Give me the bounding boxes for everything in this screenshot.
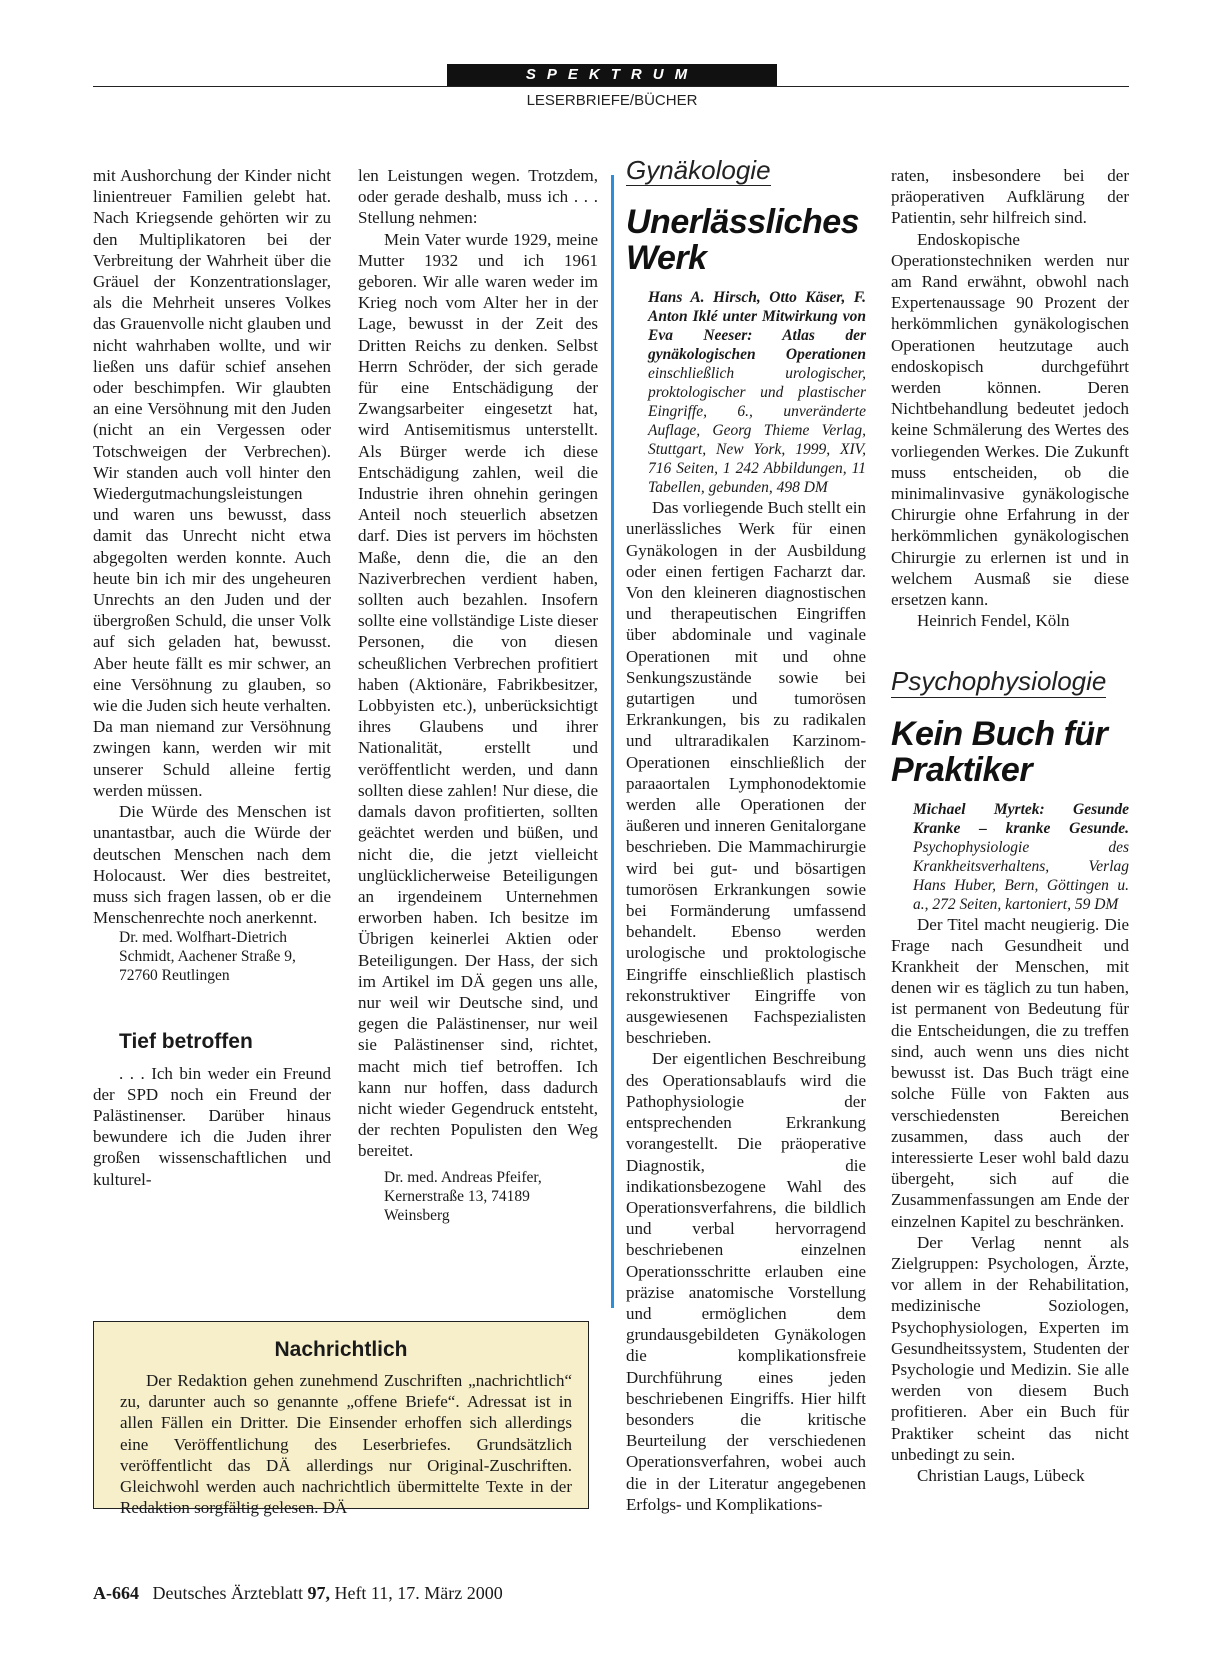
bib-psy-author: Michael Myrtek: Gesunde Kranke – kranke Gesunde.: [913, 800, 1129, 837]
section-psychophysiologie: Psychophysiologie: [891, 666, 1107, 697]
bib-psy-details: Psychophysiologie des Krankheitsverhaltens, Verlag Hans Huber, Bern, Göttingen u. a., 272 Seiten, kartoniert, 59 DM: [913, 838, 1129, 913]
box-text: Der Redaktion gehen zunehmend Zuschriften „nachrichtlich“ zu, darunter auch so genannte „offene Briefe“. Adressat ist in allen Fällen ein Dritter. Die Einsender erhoffen sich allerdings eine Veröffentlichung des Leserbriefes. Grundsätzlich veröffentlicht das DÄ allerdings nur Original-Zuschriften. Gleichwohl werden auch nachrichtlich übermittelte Texte in der Redaktion sorgfältig gelesen. DÄ: [120, 1371, 572, 1518]
header-rule: [93, 86, 1129, 87]
bib-psychophysiologie: [891, 800, 1129, 914]
journal-name: Deutsches Ärzteblatt: [152, 1583, 303, 1603]
col1-paragraph-1: mit Aushorchung der Kinder nicht linientreuer Familien gelebt hat. Nach Kriegsende gehörten wir zu den Multiplikatoren bei der Verbreitung der Wahrheit über die Gräuel der Konzentrationslager, als die Mehrheit unseres Volkes das Grauenvolle nicht glauben und nicht wahrhaben wollte, und wir ließen uns dafür schief ansehen oder beschimpfen. Wir glaubten an eine Versöhnung mit den Juden (nicht an ein Vergessen oder Totschweigen der Verbrechen). Wir standen auch voll hinter den Wiedergutmachungsleistungen und waren uns bewusst, dass damit das Unrecht nicht etwa abgegolten werden konnte. Auch heute bin ich mir des ungeheuren Unrechts an den Juden und der übergroßen Schuld, die unser Volk auf sich geladen hat, bewusst. Aber heute fällt es mir schwer, an eine Versöhnung zu glauben, so wie die Juden sich heute verhalten. Da man niemand zur Versöhnung zwingen kann, werden wir mit unserer Schuld alleine fertig werden müssen.: [93, 166, 331, 800]
col2-paragraph-2: Mein Vater wurde 1929, meine Mutter 1932 und ich 1961 geboren. Wir alle waren weder im Krieg noch vom Alter her in der Lage, bewusst in der Zeit des Dritten Reichs zu denken. Selbst Herrn Schröder, der sich gerade für eine Entschädigung der Zwangsarbeiter eingesetzt hat, wird Antisemitismus unterstellt. Als Bürger werde ich diese Entschädigung zahlen, weil die Industrie ihren ohnehin geringen Anteil noch steuerlich absetzen darf. Dies ist pervers im höchsten Maße, denn die, die an den Naziverbrechen verdient haben, sollten auch bezahlen. Insofern sollte eine vollständige Liste dieser Personen, die von diesen scheußlichen Verbrechen profitiert haben (Aktionäre, Fabrikbesitzer, Lobbyisten etc.), unberücksichtigt ihres Glaubens und ihrer Nationalität, erstellt und veröffentlicht werden, und dann sollten diese zahlen! Nur diese, die damals davon profitierten, sollten geächtet werden und büßen, und nicht die, die jetzt vielleicht unglücklicherweise Beteiligungen an irgendeinem Unternehmen erworben haben. Ich besitze im Übrigen keinerlei Aktien oder Beteiligungen. Der Hass, der sich im Artikel im DÄ gegen uns alle, nur weil wir Deutsche sind, und gegen die Palästinenser, nur weil sie Palästinenser sind, richtet, macht mich tief betroffen. Ich kann nur hoffen, dass dadurch nicht wieder Gegendruck entsteht, der rechten Populisten den Weg bereitet.: [358, 229, 598, 1161]
box-title: Nachrichtlich: [274, 1338, 408, 1361]
col4-signature-2: Christian Laugs, Lübeck: [917, 1465, 1085, 1485]
col4-paragraph-4: Der Verlag nennt als Zielgruppen: Psychologen, Ärzte, vor allem in der Rehabilitation, medizinische Soziologen, Psychophysiologen, Experten im Gesundheitssystem, Studenten der Psychologie und Medizin. Sie alle werden von diesem Buch profitieren. Aber ein Buch für Praktiker scheint das nicht unbedingt zu sein.: [891, 1232, 1129, 1464]
title-unerlaessliches-werk: Unerlässliches Werk: [626, 203, 860, 278]
col4-paragraph-3: Der Titel macht neugierig. Die Frage nach Gesundheit und Krankheit der Menschen, mit denen wir es täglich zu tun haben, ist permanent von Bedeutung für die Entscheidungen, die zu treffen sind, auch wenn uns dies nicht bewusst ist. Das Buch trägt eine solche Fülle von Fakten aus verschiedensten Bereichen zusammen, dass auch der interessierte Leser wohl bald dazu übergeht, sich auf die Zusammenfassungen am Ende der einzelnen Kapitel zu beschränken.: [891, 914, 1129, 1231]
col4-signature-1: Heinrich Fendel, Köln: [917, 611, 1070, 631]
bib-gynaekologie: [626, 288, 866, 497]
page-number: A-664: [93, 1583, 139, 1603]
col3-paragraph-1: Das vorliegende Buch stellt ein unerlässliches Werk für einen Gynäkologen in der Ausbildung oder einen fertigen Facharzt dar. Von den kleineren diagnostischen und therapeutischen Eingriffen über abdominale und vaginale Operationen mit und ohne Senkungszustände sowie bei gutartigen und tumorösen Erkrankungen, bis zu radikalen und ultraradikalen Karzinom-Operationen einschließlich der paraaortalen Lymphonodektomie werden alle Operationen der äußeren und inneren Genitalorgane beschrieben. Die Mammachirurgie wird bei gut- und bösartigen tumorösen Erkrankungen sowie bei Formänderung umfassend behandelt. Ebenso werden urologische und proktologische Eingriffe einschließlich plastisch rekonstruktiver Eingriffe von ausgewiesenen Fachspezialisten beschrieben.: [626, 498, 866, 1048]
col3-paragraph-2: Der eigentlichen Beschreibung des Operationsablaufs wird die Pathophysiologie der entsprechenden Erkrankung vorangestellt. Die präoperative Diagnostik, die indikationsbezogene Wahl des Operationsverfahrens, die bildlich und verbal hervorragend beschriebenen einzelnen Operationsschritte erlauben eine präzise anatomische Vorstellung und ermöglichen dem grundausgebildeten Gynäkologen die komplikationsfreie Durchführung eines jeden beschriebenen Eingriffs. Hier hilft besonders die kritische Beurteilung der verschiedenen Operationsverfahren, wobei auch die in der Literatur angegebenen Erfolgs- und Komplikations-: [626, 1049, 866, 1514]
page-footer: [93, 1583, 503, 1604]
bib-gyn-details: einschließlich urologischer, proktologischer und plastischer Eingriffe, 6., unveränderte Auflage, Georg Thieme Verlag, Stuttgart, New York, 1999, XIV, 716 Seiten, 1 242 Abbildungen, 11 Tabellen, gebunden, 498 DM: [648, 365, 866, 497]
col2-signature: Dr. med. Andreas Pfeifer, Kernerstraße 13, 74189 Weinsberg: [384, 1168, 542, 1224]
bib-gyn-authors: Hans A. Hirsch, Otto Käser, F. Anton Iklé unter Mitwirkung von Eva Neeser: Atlas der gynäkologischen Operationen: [648, 289, 866, 364]
column-4: [891, 165, 1129, 1486]
title-kein-buch: Kein Buch für Praktiker: [891, 714, 1108, 789]
subhead-tief-betroffen: Tief betroffen: [119, 1030, 253, 1054]
journal-issue: Heft 11, 17. März 2000: [334, 1583, 503, 1603]
col4-continuation: raten, insbesondere bei der präoperativen Aufklärung der Patientin, sehr hilfreich sind.: [891, 166, 1129, 228]
column-3: [626, 155, 866, 1515]
section-gynaekologie: Gynäkologie: [626, 155, 771, 185]
col1-tail: . . . Ich bin weder ein Freund der SPD noch ein Freund der Palästinenser. Darüber hinaus bewundere ich die Juden ihrer großen wissenschaftlichen und kulturel-: [93, 1063, 331, 1189]
column-2: [358, 165, 598, 1225]
nachrichtlich-box: [93, 1321, 589, 1518]
accent-divider: [611, 175, 614, 1308]
col4-paragraph-2: Endoskopische Operationstechniken werden nur am Rand erwähnt, obwohl nach Expertenaussage 90 Prozent der herkömmlichen gynäkologischen Operationen heutzutage auch endoskopisch durchgeführt werden können. Deren Nichtbehandlung bedeutet jedoch keine Schmälerung des Wertes des vorliegenden Werkes. Die Zukunft muss entscheiden, ob die minimalinvasive gynäkologische Chirurgie ohne Erfahrung in der herkömmlichen gynäkologischen Chirurgie zu erlernen ist und in welchem Ausmaß sie diese ersetzen kann.: [891, 229, 1129, 610]
column-1: [93, 165, 331, 1190]
col2-paragraph-1: len Leistungen wegen. Trotzdem, oder gerade deshalb, muss ich . . . Stellung nehmen:: [358, 166, 598, 228]
section-label: SPEKTRUM: [447, 64, 777, 86]
subsection-label: LESERBRIEFE/BÜCHER: [526, 92, 698, 109]
col1-signature: Dr. med. Wolfhart-Dietrich Schmidt, Aachener Straße 9, 72760 Reutlingen: [119, 929, 296, 985]
journal-volume: 97,: [307, 1583, 330, 1603]
col1-paragraph-2: Die Würde des Menschen ist unantastbar, auch die Würde der deutschen Menschen nach dem Holocaust. Wer dies bestreitet, muss sich fragen lassen, ob er die Menschenrechte noch anerkennt.: [93, 802, 331, 928]
